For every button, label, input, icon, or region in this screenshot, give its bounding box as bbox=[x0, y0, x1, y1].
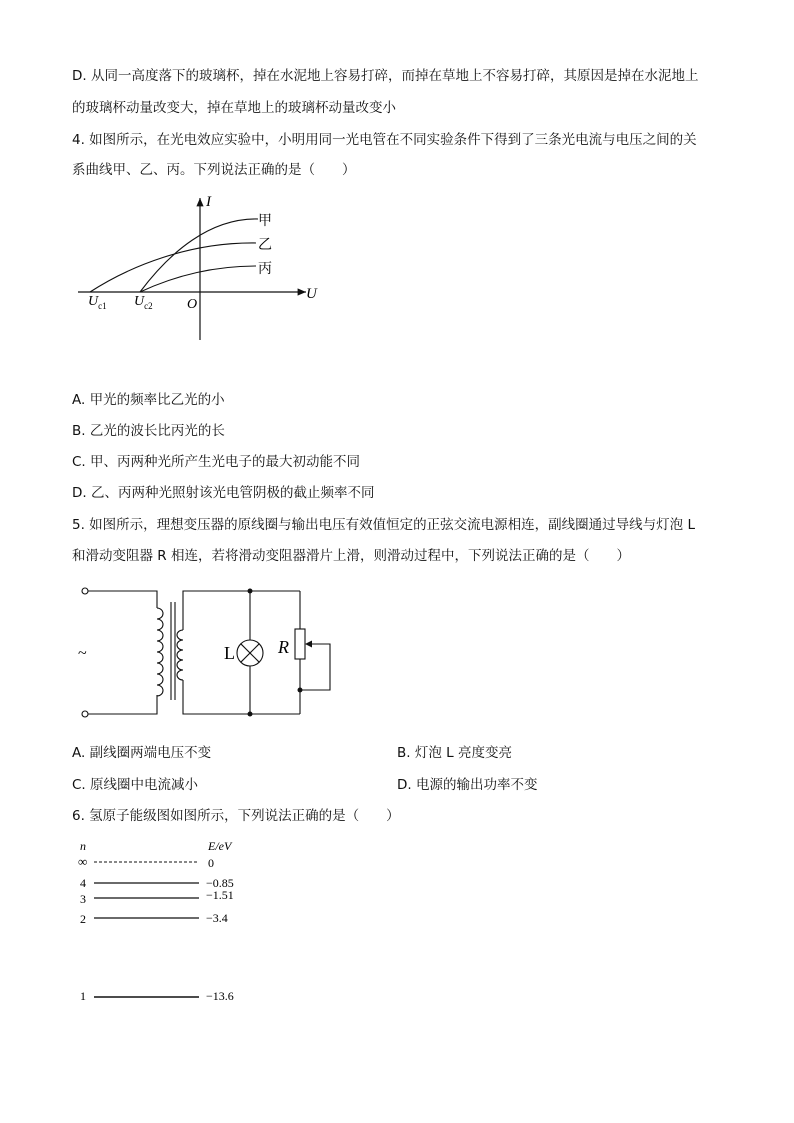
q5-option-a: A. 副线圈两端电压不变 bbox=[72, 745, 212, 761]
q4-option-b: B. 乙光的波长比丙光的长 bbox=[72, 423, 225, 439]
secondary-coil bbox=[177, 630, 183, 680]
q4-photoelectric-graph bbox=[70, 190, 330, 350]
uc2-label: $U_{c2}$ bbox=[134, 294, 153, 311]
q5-option-b: B. 灯泡 L 亮度变亮 bbox=[397, 745, 512, 761]
x-axis-label: U bbox=[306, 286, 317, 302]
origin-label: O bbox=[187, 297, 198, 312]
q3-option-d-line2: 的玻璃杯动量改变大，掉在草地上的玻璃杯动量改变小 bbox=[72, 100, 396, 116]
y-axis-label: I bbox=[206, 194, 211, 210]
terminal-bottom bbox=[82, 711, 88, 717]
q5-option-c: C. 原线圈中电流减小 bbox=[72, 777, 199, 793]
q6-energy-level-diagram bbox=[72, 836, 272, 1008]
q5-stem-line2: 和滑动变阻器 R 相连，若将滑动变阻器滑片上滑，则滑动过程中，下列说法正确的是（ ） bbox=[72, 548, 630, 564]
curve-label-jia: 甲 bbox=[258, 213, 272, 229]
primary-coil bbox=[157, 608, 163, 696]
level-e-4: −0.85 bbox=[206, 876, 234, 890]
lamp-symbol bbox=[237, 640, 263, 666]
level-n-3: 3 bbox=[80, 892, 86, 906]
q4-option-d: D. 乙、丙两种光照射该光电管阴极的截止频率不同 bbox=[72, 485, 375, 501]
level-e-inf: 0 bbox=[208, 856, 214, 870]
terminal-top bbox=[82, 588, 88, 594]
rheostat-label: R bbox=[278, 637, 289, 657]
q4-option-a: A. 甲光的频率比乙光的小 bbox=[72, 392, 225, 408]
q4-stem-line1: 4. 如图所示，在光电效应实验中，小明用同一光电管在不同实验条件下得到了三条光电流与电压之间的关 bbox=[72, 132, 697, 148]
curve-label-yi: 乙 bbox=[258, 237, 272, 253]
q5-option-d: D. 电源的输出功率不变 bbox=[397, 777, 538, 793]
level-e-3: −1.51 bbox=[206, 888, 234, 902]
curve-label-bing: 丙 bbox=[258, 261, 272, 277]
q6-stem: 6. 氢原子能级图如图所示，下列说法正确的是（ ） bbox=[72, 808, 400, 824]
level-n-inf: ∞ bbox=[78, 854, 88, 869]
q3-option-d-line1: D. 从同一高度落下的玻璃杯，掉在水泥地上容易打碎，而掉在草地上不容易打碎，其原因是掉在水泥地上 bbox=[72, 68, 699, 84]
level-e-1: −13.6 bbox=[206, 989, 234, 1003]
e-header: E/eV bbox=[208, 839, 232, 853]
level-n-4: 4 bbox=[80, 876, 86, 890]
level-n-2: 2 bbox=[80, 912, 86, 926]
level-n-1: 1 bbox=[80, 989, 86, 1003]
uc1-label: $U_{c1}$ bbox=[88, 294, 107, 311]
lamp-label: L bbox=[224, 643, 235, 663]
q4-stem-line2: 系曲线甲、乙、丙。下列说法正确的是（ ） bbox=[72, 162, 356, 178]
q5-stem-line1: 5. 如图所示，理想变压器的原线圈与输出电压有效值恒定的正弦交流电源相连，副线圈通过导线与灯泡 L bbox=[72, 517, 695, 533]
q5-transformer-circuit bbox=[72, 580, 342, 725]
n-header: n bbox=[80, 839, 86, 853]
curve-jia bbox=[140, 219, 258, 292]
curve-bing bbox=[140, 266, 256, 292]
ac-source-symbol: ~ bbox=[78, 645, 87, 662]
rheostat-symbol bbox=[295, 629, 305, 659]
q4-option-c: C. 甲、丙两种光所产生光电子的最大初动能不同 bbox=[72, 454, 361, 470]
level-e-2: −3.4 bbox=[206, 911, 228, 925]
